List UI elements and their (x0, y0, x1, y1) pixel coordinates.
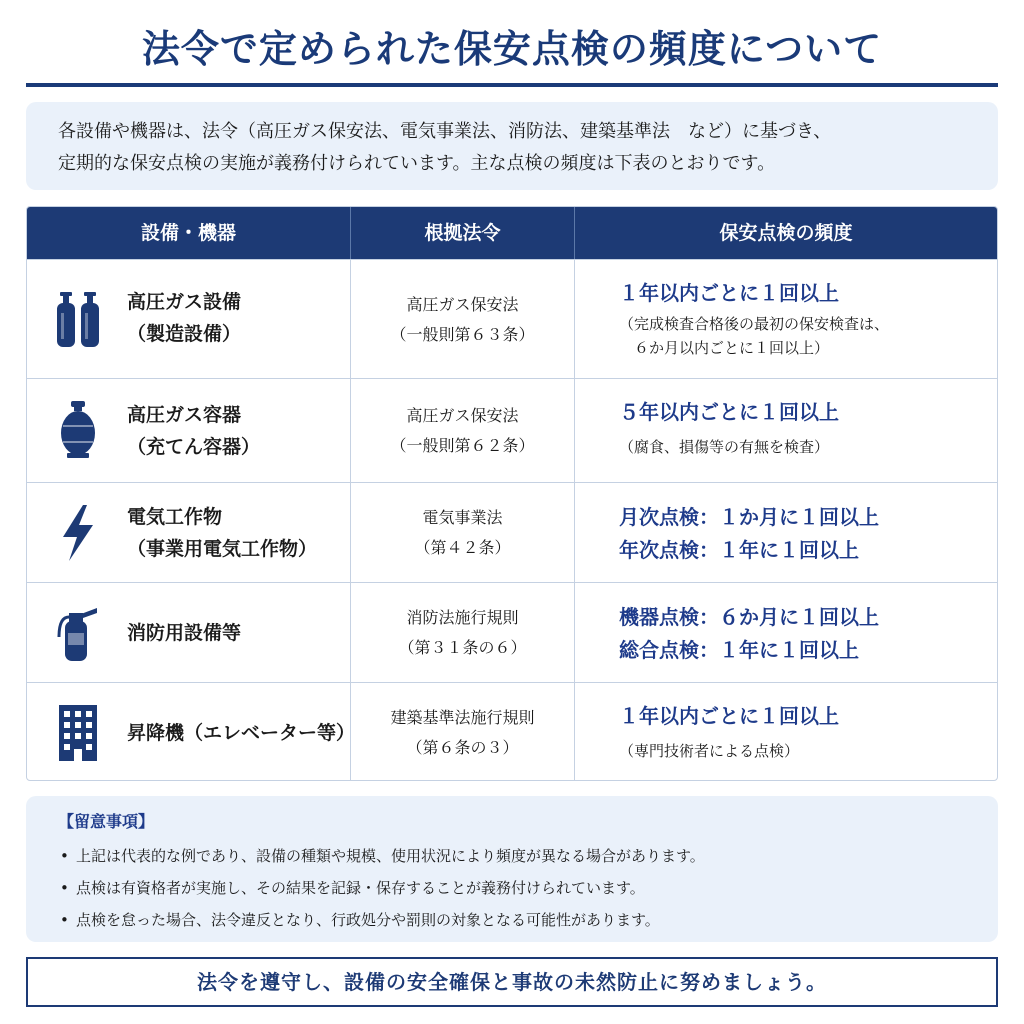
law-article: （第４２条） (414, 538, 511, 557)
frequency-cell (574, 483, 997, 582)
law-name: 高圧ガス保安法 (406, 295, 519, 314)
gas-container-icon (53, 399, 103, 459)
frequency-device-check: 機器点検：６か月に１回以上 (619, 605, 879, 629)
equipment-name: 電気工作物 (127, 506, 223, 528)
equipment-cell (27, 483, 350, 582)
intro-line-1: 各設備や機器は、法令（高圧ガス保安法、電気事業法、消防法、建築基準法 など）に基づき、 (58, 121, 832, 142)
table-row (27, 378, 997, 482)
law-cell (350, 260, 574, 378)
frequency-note: （専門技術者による点検） (619, 742, 800, 760)
law-cell (350, 483, 574, 582)
notes-panel (26, 796, 998, 942)
frequency-note: ６か月以内ごとに１回以上） (619, 339, 830, 357)
intro-panel (26, 102, 998, 190)
law-cell (350, 379, 574, 482)
building-icon (53, 703, 103, 763)
header-frequency: 保安点検の頻度 (574, 207, 997, 259)
equipment-cell (27, 683, 356, 781)
gas-cylinders-icon (53, 289, 103, 349)
lightning-bolt-icon (53, 503, 103, 563)
frequency-annual: 年次点検：１年に１回以上 (619, 538, 859, 562)
law-name: 電気事業法 (422, 508, 503, 527)
law-name: 高圧ガス保安法 (406, 406, 519, 425)
notes-list (58, 840, 966, 936)
equipment-name: 高圧ガス容器 (127, 404, 242, 426)
table-header (27, 207, 997, 259)
intro-line-2: 定期的な保安点検の実施が義務付けられています。主な点検の頻度は下表のとおりです。 (58, 153, 776, 174)
table-row (27, 582, 997, 682)
page-title: 法令で定められた保安点検の頻度について (141, 27, 883, 71)
equipment-cell (27, 379, 350, 482)
equipment-name: 高圧ガス設備 (127, 291, 242, 313)
frequency-monthly: 月次点検：１か月に１回以上 (619, 505, 879, 529)
frequency-note: （腐食、損傷等の有無を検査） (619, 438, 830, 456)
frequency-note: （完成検査合格後の最初の保安検査は、 (619, 315, 890, 333)
equipment-subname: （製造設備） (127, 323, 242, 345)
equipment-cell (27, 583, 350, 682)
list-item: • 点検は有資格者が実施し、その結果を記録・保存することが義務付けられています。 (58, 872, 966, 904)
law-cell (350, 683, 574, 781)
footer-message: 法令を遵守し、設備の安全確保と事故の未然防止に努めましょう。 (26, 957, 998, 1007)
law-name: 消防法施行規則 (406, 608, 519, 627)
header-law: 根拠法令 (350, 207, 574, 259)
frequency-overall-check: 総合点検：１年に１回以上 (619, 638, 859, 662)
equipment-subname: （充てん容器） (127, 436, 261, 458)
frequency-cell (574, 379, 997, 482)
list-item: • 上記は代表的な例であり、設備の種類や規模、使用状況により頻度が異なる場合があります。 (58, 840, 966, 872)
law-name: 建築基準法施行規則 (390, 708, 535, 727)
frequency-main: １年以内ごとに１回以上 (619, 281, 839, 305)
title-divider (26, 83, 998, 87)
frequency-cell (574, 683, 997, 781)
fire-extinguisher-icon (53, 603, 103, 663)
equipment-cell (27, 260, 350, 378)
equipment-name: 消防用設備等 (127, 622, 242, 644)
frequency-main: ５年以内ごとに１回以上 (619, 400, 839, 424)
law-article: （第３１条の６） (398, 638, 527, 657)
law-cell (350, 583, 574, 682)
equipment-subname: （事業用電気工作物） (127, 538, 318, 560)
table-row (27, 259, 997, 378)
law-article: （一般則第６３条） (390, 325, 535, 344)
frequency-main: １年以内ごとに１回以上 (619, 704, 839, 728)
inspection-table (26, 206, 998, 781)
law-article: （一般則第６２条） (390, 436, 535, 455)
notes-title: 【留意事項】 (58, 812, 155, 831)
table-row (27, 682, 997, 781)
equipment-name: 昇降機（エレベーター等） (127, 722, 356, 744)
table-row (27, 482, 997, 582)
list-item: • 点検を怠った場合、法令違反となり、行政処分や罰則の対象となる可能性があります。 (58, 904, 966, 936)
header-equipment: 設備・機器 (140, 222, 236, 244)
frequency-cell (574, 583, 997, 682)
frequency-cell (574, 260, 997, 378)
law-article: （第６条の３） (406, 738, 519, 757)
